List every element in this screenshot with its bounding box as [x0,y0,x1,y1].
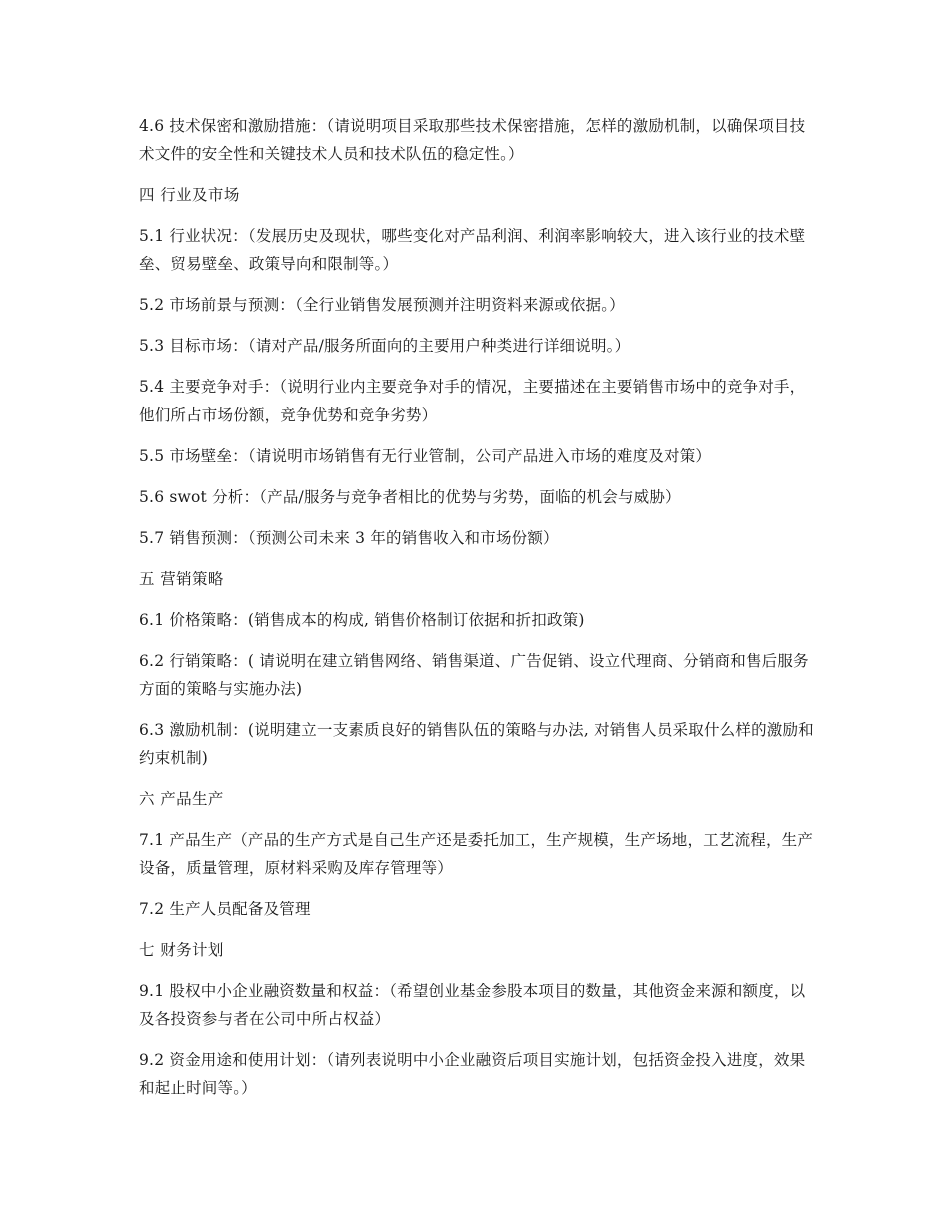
paragraph-9-1: 9.1 股权中小企业融资数量和权益：（希望创业基金参股本项目的数量，其他资金来源和额度，以及各投资参与者在公司中所占权益） [139,982,806,1028]
paragraph-6-3: 6.3 激励机制：(说明建立一支素质良好的销售队伍的策略与办法, 对销售人员采取什么样的激励和约束机制) [139,721,814,767]
section-heading-6: 六 产品生产 [139,790,224,808]
section-heading-5: 五 营销策略 [139,570,224,588]
document-page [139,112,814,1115]
section-heading-4: 四 行业及市场 [139,186,240,204]
section-heading-7: 七 财务计划 [139,941,224,959]
paragraph-6-2: 6.2 行销策略：( 请说明在建立销售网络、销售渠道、广告促销、设立代理商、分销商和售后服务方面的策略与实施办法) [139,652,809,698]
paragraph-6-1: 6.1 价格策略：(销售成本的构成, 销售价格制订依据和折扣政策) [139,611,585,629]
paragraph-5-7: 5.7 销售预测：（预测公司未来 3 年的销售收入和市场份额） [139,529,559,547]
paragraph-5-5: 5.5 市场壁垒：（请说明市场销售有无行业管制，公司产品进入市场的难度及对策） [139,447,712,465]
paragraph-7-1: 7.1 产品生产（产品的生产方式是自己生产还是委托加工，生产规模，生产场地，工艺流程，生产设备，质量管理，原材料采购及库存管理等） [139,831,814,877]
paragraph-5-4: 5.4 主要竞争对手：（说明行业内主要竞争对手的情况，主要描述在主要销售市场中的竞争对手，他们所占市场份额，竞争优势和竞争劣势） [139,378,806,424]
paragraph-5-3: 5.3 目标市场：（请对产品/服务所面向的主要用户种类进行详细说明。） [139,337,631,355]
paragraph-5-1: 5.1 行业状况：（发展历史及现状，哪些变化对产品利润、利润率影响较大，进入该行业的技术壁垒、贸易壁垒、政策导向和限制等。） [139,227,806,273]
paragraph-7-2: 7.2 生产人员配备及管理 [139,900,311,918]
paragraph-5-6: 5.6 swot 分析：（产品/服务与竞争者相比的优势与劣势，面临的机会与威胁） [139,488,681,506]
paragraph-5-2: 5.2 市场前景与预测：（全行业销售发展预测并注明资料来源或依据。） [139,296,625,314]
paragraph-9-2: 9.2 资金用途和使用计划：（请列表说明中小企业融资后项目实施计划，包括资金投入进度，效果和起止时间等。） [139,1051,806,1097]
paragraph-4-6: 4.6 技术保密和激励措施：（请说明项目采取那些技术保密措施，怎样的激励机制，以确保项目技术文件的安全性和关键技术人员和技术队伍的稳定性。） [139,117,806,163]
